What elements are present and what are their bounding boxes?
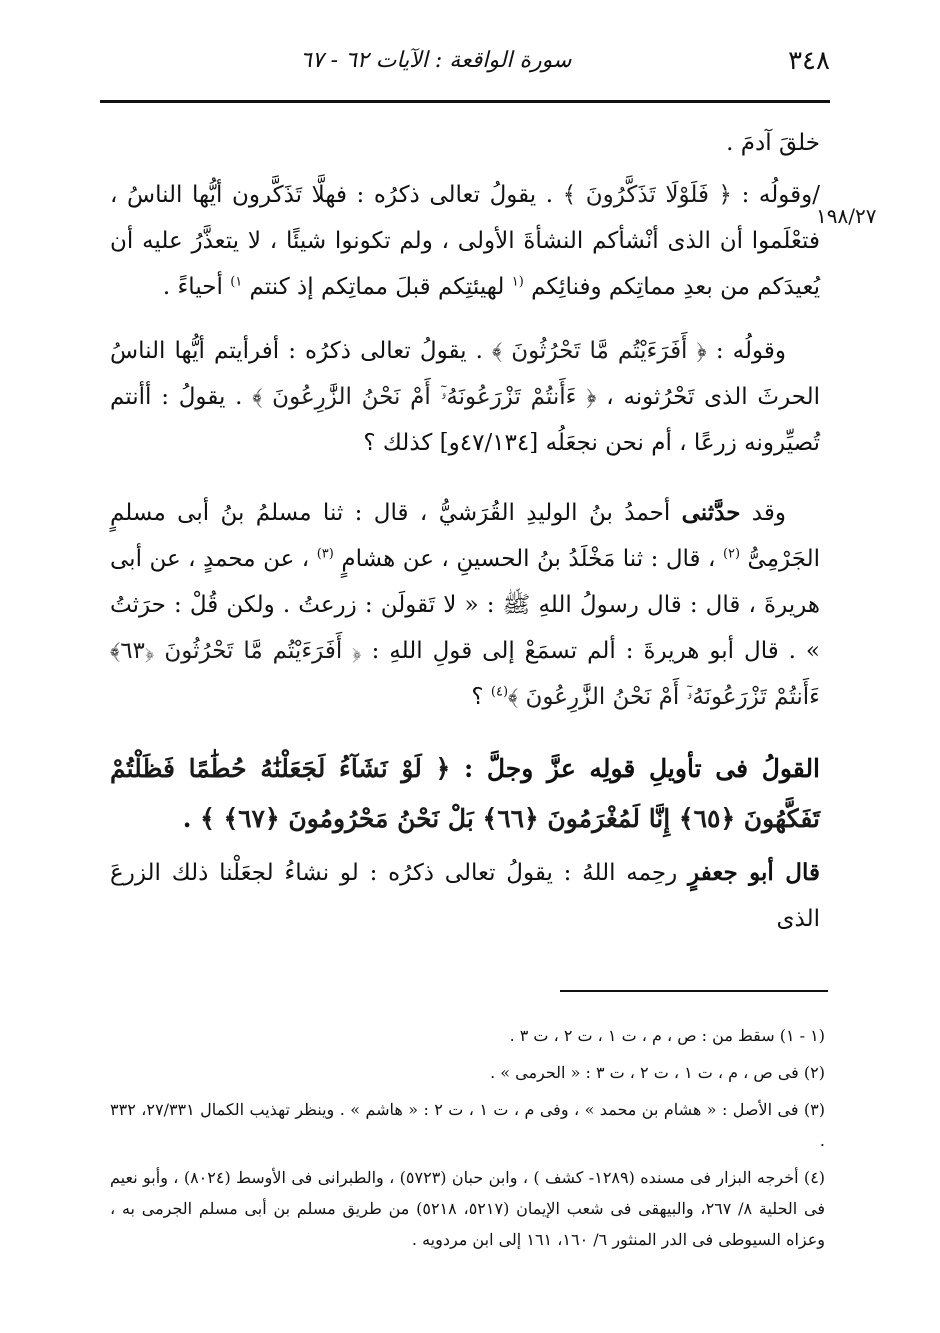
quran-verse: ﴿ أَفَرَءَيْتُم مَّا تَحْرُثُونَ ﴾ xyxy=(492,338,707,364)
header-rule xyxy=(100,100,830,103)
text-run: رحِمه اللهُ : يقولُ تعالى ذكرُه : لو نشاءُ لجعَلْنا ذلك الزرعَ الذى xyxy=(110,860,820,932)
bold-term: قال أبو جعفرٍ xyxy=(688,859,820,886)
text-run: . xyxy=(182,804,201,833)
paragraph-opening xyxy=(110,120,820,166)
text-run: خلقَ آدمَ . xyxy=(726,130,820,156)
text-run: . يقولُ تعالى ذكرُه : أفرأيتم أيُّها الناسُ الحرثَ الذى تَحْرُثونه ، xyxy=(110,338,820,410)
text-run: ، قال : ثنا مَخْلَدُ بنُ الحسينِ ، عن هشامٍ xyxy=(333,546,723,572)
running-title: سورة الواقعة : الآيات ٦٢ - ٦٧ xyxy=(300,48,572,73)
text-run: . يقولُ : أأنتم تُصيِّرونه زرعًا ، أم نحن نجعَلُه xyxy=(110,384,820,456)
paragraph-1 xyxy=(110,172,820,310)
text-run: ؟ xyxy=(471,684,491,710)
quran-verse: ﴿ لَوْ نَشَآءُ لَجَعَلْنَٰهُ حُطَٰمًا فَظَلْتُمْ تَفَكَّهُونَ ﴿٦٥﴾ إِنَّا لَمُغْرَمُونَ ﴿٦٦﴾ بَلْ نَحْنُ مَحْرُومُونَ ﴿٦٧﴾ ﴾ xyxy=(110,754,820,833)
text-run: لهيئتِكم قبلَ مماتِكم إذ كنتم xyxy=(242,274,512,300)
footnotes xyxy=(110,1020,825,1261)
paragraph-2 xyxy=(110,328,820,466)
footnote-marker: ١) xyxy=(230,274,243,290)
text-run: أحياءً . xyxy=(162,274,231,300)
page-header xyxy=(100,46,830,86)
footnote-marker: (٤) xyxy=(490,684,509,700)
quran-verse: ﴿ ءَأَنتُمْ تَزْرَعُونَهُۥٓ أَمْ نَحْنُ الزَّٰرِعُونَ ﴾ xyxy=(252,384,597,410)
section-heading xyxy=(110,744,820,844)
footnote-marker: (١ xyxy=(511,274,524,290)
text-run: كذلك ؟ xyxy=(363,430,440,456)
page-number: ٣٤٨ xyxy=(788,46,830,76)
text-run: /وقولُه : xyxy=(732,182,820,208)
footnote-marker: (٢) xyxy=(722,546,741,562)
text-run: . يقولُ تعالى ذكرُه : فهلَّا تَذَكَّرون أيُّها الناسُ ، فتعْلَموا أن الذى أنْشأكم النشأةَ الأولى ، ولم تكونوا شيئًا ، لا يتعذَّرُ عليه أن يُعيدَكم من بعدِ مماتِكم وفنائِكم xyxy=(110,182,820,300)
footnote-marker: (٣) xyxy=(316,546,334,562)
quran-verse: ﴿ أَفَرَءَيْتُم مَّا تَحْرُثُونَ ﴿٦٣﴾ ءَأَنتُمْ تَزْرَعُونَهُۥٓ أَمْ نَحْنُ الزَّٰرِعُونَ ﴾ xyxy=(110,638,820,710)
bold-term: حدَّثنى xyxy=(681,499,741,526)
heading-text: القولُ فى تأويلِ قولِه عزَّ وجلَّ : xyxy=(450,754,821,783)
main-text xyxy=(110,120,820,942)
text-run: أحمدُ بنُ الوليدِ القُرَشيُّ ، قال : ثنا مسلمُ بنُ أبى مسلمٍ الجَرْمِىُّ xyxy=(110,500,820,572)
text-run: وقولُه : xyxy=(706,338,786,364)
text-run: وقد xyxy=(740,500,786,526)
text-run: ، عن محمدٍ ، عن أبى هريرةَ ، قال : قال رسولُ اللهِ ﷺ : « لا تَقولَن : زرعتُ . ولكن قُلْ : حرَثتُ » . قال أبو هريرةَ : ألم تسمَعْ إلى قولِ اللهِ : xyxy=(110,546,820,664)
manuscript-ref: [٤٧/١٣٤و] xyxy=(439,430,539,456)
paragraph-4 xyxy=(110,850,820,942)
footnote: (٤) أخرجه البزار فى مسنده (١٢٨٩- كشف ) ، وابن حبان (٥٧٢٣) ، والطبرانى فى الأوسط (٨٠٢٤) ، وأبو نعيم فى الحلية ٨/ ٢٦٧، والبيهقى فى شعب الإيمان (٥٢١٧، ٥٢١٨) من طريق مسلم بن أبى مسلم الجرمى به ، وعزاه السيوطى فى الدر المنثور ٦/ ١٦٠، ١٦١ إلى ابن مردويه . xyxy=(110,1168,826,1249)
footnote-rule xyxy=(560,990,828,992)
footnote: (١ - ١) سقط من : ص ، م ، ت ١ ، ت ٢ ، ت ٣ . xyxy=(509,1026,825,1045)
footnote: (٣) فى الأصل : « هشام بن محمد » ، وفى م ، ت ١ ، ت ٢ : « هاشم » . وينظر تهذيب الكمال ٢٧/٣٣١، ٣٣٢ . xyxy=(110,1100,825,1150)
paragraph-3 xyxy=(110,490,820,720)
quran-verse: ﴿ فَلَوْلَا تَذَكَّرُونَ ﴾ xyxy=(562,182,733,208)
margin-reference: ١٩٨/٢٧ xyxy=(816,204,877,228)
footnote: (٢) فى ص ، م ، ت ١ ، ت ٢ ، ت ٣ : « الحرمى » . xyxy=(490,1063,825,1082)
